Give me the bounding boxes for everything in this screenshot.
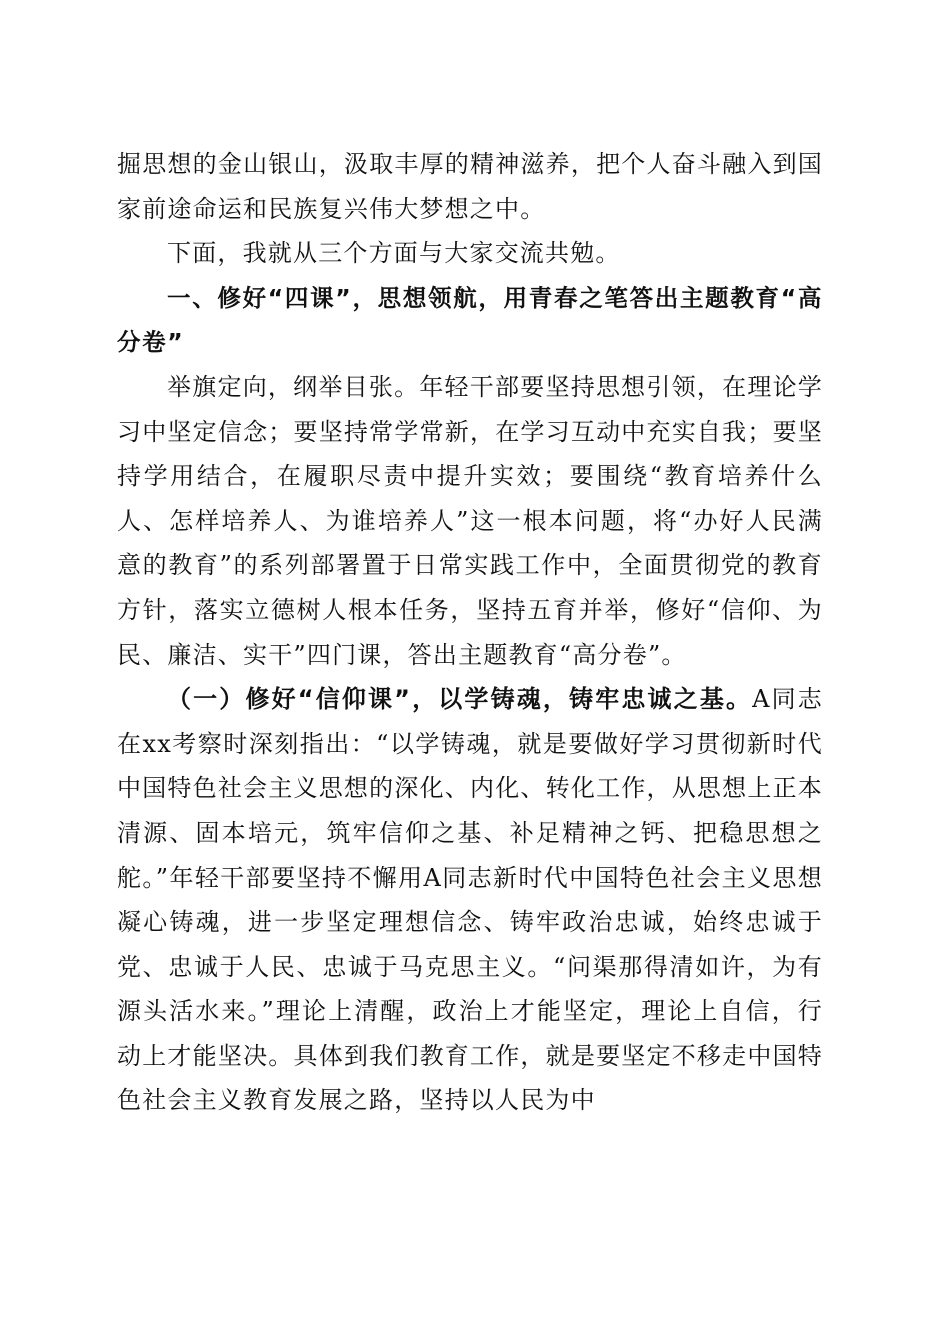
subsection-heading-1: （一）修好“信仰课”，以学铸魂，铸牢忠诚之基。 — [167, 685, 753, 714]
section-heading-1: 一、修好“四课”，思想领航，用青春之笔答出主题教育“高分卷” — [117, 283, 823, 357]
paragraph-continuation: 掘思想的金山银山，汲取丰厚的精神滋养，把个人奋斗融入到国家前途命运和民族复兴伟大梦想之中。 — [117, 150, 823, 223]
paragraph-subsection-1 — [117, 677, 823, 1123]
paragraph-section-1-body: 举旗定向，纲举目张。年轻干部要坚持思想引领，在理论学习中坚定信念；要坚持常学常新，在学习互动中充实自我；要坚持学用结合，在履职尽责中提升实效；要围绕“教育培养什么人、怎样培养人、为谁培养人”这一根本问题，将“办好人民满意的教育”的系列部署置于日常实践工作中，全面贯彻党的教育方针，落实立德树人根本任务，坚持五育并举，修好“信仰、为民、廉洁、实干”四门课，答出主题教育“高分卷”。 — [117, 372, 823, 669]
document-body — [117, 142, 823, 1123]
paragraph-intro: 下面，我就从三个方面与大家交流共勉。 — [167, 239, 621, 268]
subsection-body-text: A同志在xx考察时深刻指出：“以学铸魂，就是要做好学习贯彻新时代中国特色社会主义思想的深化、内化、转化工作，从思想上正本清源、固本培元，筑牢信仰之基、补足精神之钙、把稳思想之舵。”年轻干部要坚持不懈用A同志新时代中国特色社会主义思想凝心铸魂，进一步坚定理想信念、铸牢政治忠诚，始终忠诚于党、忠诚于人民、忠诚于马克思主义。“问渠那得清如许，为有源头活水来。”理论上清醒，政治上才能坚定，理论上自信，行动上才能坚决。具体到我们教育工作，就是要坚定不移走中国特色社会主义教育发展之路，坚持以人民为中 — [117, 685, 823, 1115]
